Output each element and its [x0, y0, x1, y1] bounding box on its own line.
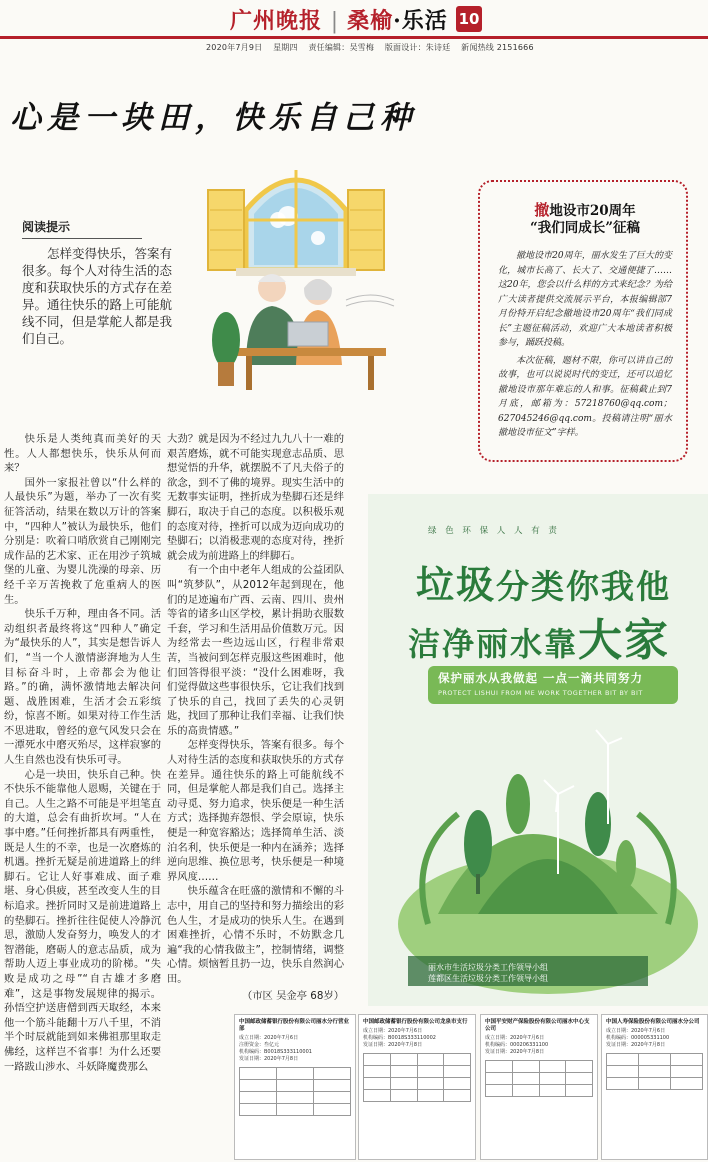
reading-tip-box	[22, 218, 172, 347]
notice-line: 机构编码：B0018S333110002	[363, 1035, 436, 1041]
notice-line: 成立日期：2020年7月6日	[363, 1028, 423, 1034]
article-column-1	[4, 432, 161, 1160]
newspaper-brand: 广州晚报 | 桑榆·乐活	[230, 8, 448, 34]
notice-paragraph-2: 本次征稿，题材不限，你可以讲自己的故事，也可以说说时代的变迁，还可以追忆撤地设市那年难忘的人和事。征稿截止到7月底，邮箱为：57218760@qq.com；627045246@qq.com。投稿请注明“丽水撤地设市征文”字样。	[498, 355, 672, 438]
section-name-2: ·乐活	[393, 8, 448, 34]
notice-table	[606, 1053, 703, 1090]
designer-credit: 版面设计：朱诗廷	[384, 43, 451, 52]
notice-title-highlight: 撤	[534, 201, 550, 219]
notice-line: 发证日期：2020年7月8日	[485, 1049, 545, 1055]
ad-title-line1-big: 垃圾	[416, 562, 497, 607]
garbage-sorting-ad	[368, 494, 708, 1006]
notice-line: 发证日期：2020年7月8日	[239, 1056, 299, 1062]
illustration-svg	[196, 150, 396, 390]
article-paragraph: 快乐是人类纯真而美好的天性。人人都想快乐，快乐从何而来？	[4, 433, 161, 475]
ad-title-line2-big: 大家	[578, 615, 671, 666]
article-paragraph: 心是一块田，快乐自己种。快不快乐不能靠他人恩赐，关键在于自己。人生之路不可能是平坦笔直的大道，总会有曲折坎坷。“人在事中磨。”任何挫折都具有两重性，既是人生的不幸，也是一次磨炼的机遇。挫折无疑是前进道路上的绊脚石。它让人好事难成、面子难堪、身心俱疲，甚至改变人生的目标追求。挫折同时又是前进道路上的垫脚石。挫折往往促使人冷静沉思，激励人发奋努力，唤发人的才智潜能，磨砺人的意志品质，成为帮助人迈上事业成功的阶梯。“失败是成功之母”“自古雄才多磨难”，这是事物发展规律的揭示。孙悟空护送唐僧到西天取经，本来他一个筋斗能翻十万八千里，不消半个时辰就能到如来佛祖那里取走佛经，这样岂不省事！为什么还要一路跋山涉水、斗妖降魔费那么	[4, 768, 161, 1073]
notice-table	[485, 1060, 593, 1097]
insurance-notice-1	[480, 1014, 598, 1160]
editor-credit: 责任编辑：吴雪梅	[308, 43, 375, 52]
reading-tip-text: 怎样变得快乐，答案有很多。每个人对待生活的态度和获取快乐的方式存在差异。通往快乐的路上可能航线不同，但是掌舵人都是我们自己。	[22, 246, 173, 346]
notice-title-line1: 地设市20周年	[549, 203, 636, 219]
notice-line: 发证日期：2020年7月8日	[363, 1042, 423, 1048]
notice-line: 发证日期：2020年7月8日	[606, 1042, 666, 1048]
notice-line: 成立日期：2020年7月6日	[606, 1028, 666, 1034]
brand-name: 广州晚报	[230, 8, 323, 34]
ad-top-slogan: 绿 色 环 保 人 人 有 责	[428, 526, 560, 536]
page-number-badge: 10	[456, 6, 482, 32]
reading-tip-label: 阅读提示	[22, 218, 142, 239]
masthead-bar	[0, 0, 708, 40]
ad-sponsor-credit	[428, 962, 548, 984]
article-byline: （市区 吴金亭 68岁）	[241, 989, 344, 1002]
issue-weekday: 星期四	[273, 43, 298, 52]
issue-date: 2020年7月9日	[206, 43, 263, 52]
notice-paragraph-1: 撤地设市20周年，丽水发生了巨大的变化，城市长高了、长大了、交通便捷了……这20年，您会以什么样的方式来纪念？为给广大读者提供交流展示平台，本报编辑部7月份特开启纪念撤地设市20周年“我们同成长”主题征稿活动，欢迎广大本地读者积极参与，踊跃投稿。	[498, 251, 672, 348]
masthead-divider	[0, 36, 708, 39]
article-paragraph: 国外一家报社曾以“什么样的人最快乐”为题，举办了一次有奖征答活动，结果在数以万计的答案中，“四种人”被认为最快乐，他们分别是：吹着口哨欣赏自己刚刚完成作品的艺术家、正在用沙子筑城堡的儿童、为婴儿洗澡的母亲、历经千辛万苦挽救了危重病人的医生。	[4, 476, 161, 606]
notice-heading: 中国邮政储蓄银行股份有限公司龙泉市支行	[363, 1019, 468, 1025]
article-paragraph: 怎样变得快乐，答案有很多。每个人对待生活的态度和获取快乐的方式存在差异。通往快乐的路上可能航线不同，但是掌舵人都是我们自己。选择主动寻觅、努力追求，快乐便是一种生活方式；选择抛弃怨恨、学会原谅，快乐便是一种宽容豁达；选择简单生活、淡泊名利，快乐便是一种内在涵养；选择逆向思维、换位思考，快乐便是一种境界风度……	[167, 739, 344, 883]
article-paragraph: 大劲？就是因为不经过九九八十一难的艰苦磨炼，就不可能实现意志品质、思想觉悟的升华，就摆脱不了凡夫俗子的欲念，到不了佛的境界。现实生活中的无数事实证明，挫折成为垫脚石还是绊脚石，取决于自己的态度。以积极乐观的态度对待，挫折可以成为迈向成功的垫脚石；以消极悲观的态度对待，挫折就会成为前进路上的绊脚石。	[167, 433, 344, 562]
notice-table	[239, 1067, 351, 1116]
ad-title-line1-rest: 分类你我他	[496, 567, 672, 606]
section-name: 桑榆	[347, 8, 394, 34]
bank-notice-2	[358, 1014, 476, 1160]
ad-title-line2	[408, 604, 670, 668]
notice-line: 成立日期：2020年7月6日	[485, 1035, 545, 1041]
notice-line: 成立日期：2020年7月6日	[239, 1035, 299, 1041]
ad-sponsor-1: 丽水市生活垃圾分类工作领导小组	[428, 963, 548, 972]
ad-slogan-banner	[428, 666, 678, 704]
article-paragraph: 快乐千万种，理由各不同。活动组织者最终将这“四种人”确定为“最快乐的人”，其实是想告诉人们，“当一个人激情澎湃地为人生目标奋斗时，上帝都会为他让路。”的确，满怀激情地去解决问题、战胜困难，生活才会五彩缤纷，惊喜不断。如果对待工作生活不思进取，曾经的意气风发只会在一潭死水中磨灭殆尽，这样寂寥的人生自然也没有快乐可寻。	[4, 608, 161, 767]
notice-heading: 中国人寿保险股份有限公司丽水分公司	[606, 1019, 700, 1025]
ad-banner-english: PROTECT LISHUI FROM ME WORK TOGETHER BIT BY BIT	[438, 689, 643, 697]
ad-title-line2-rest: 洁净丽水靠	[408, 625, 579, 663]
article-paragraph: 有一个由中老年人组成的公益团队叫“筑梦队”，从2012年起到现在，他们的足迹遍布广西、云南、四川、贵州等省的诸多山区学校，累计捐助衣服数千套，学习和生活用品价值数万元。因为经常去一些边远山区，行程非常艰苦，当被问到怎样克服这些困难时，他们回答得很平淡：“没什么困难呀，我们觉得做这些事很快乐，它让我们找到了快乐的自己，找回了丢失的心灵钥匙，找回了那种让我们幸福、让我们快乐的高贵情感。”	[167, 564, 344, 737]
notice-title	[498, 202, 672, 237]
masthead	[0, 0, 708, 52]
notice-table	[363, 1053, 471, 1102]
ad-sponsor-2: 莲都区生活垃圾分类工作领导小组	[428, 974, 548, 983]
ad-title-line1	[416, 554, 671, 609]
article-paragraph: 快乐蕴含在旺盛的激情和不懈的斗志中，用自己的坚持和努力描绘出的彩色人生，才是成功的快乐人生。在遇到困难挫折，心情不乐时，不妨默念几遍“我的心情我做主”，控制情绪，调整心情。烦恼暂且扔一边，快乐自然润心田。	[167, 885, 344, 985]
couple-window-illustration	[196, 150, 396, 390]
article-headline: 心是一块田，快乐自己种	[10, 100, 417, 136]
bank-notice-1	[234, 1014, 356, 1160]
notice-line: 注册资金：叁亿元	[239, 1042, 280, 1048]
notice-line: 机构编码：000005331100	[606, 1035, 670, 1041]
notice-heading: 中国邮政储蓄银行股份有限公司丽水分行营业部	[239, 1019, 350, 1032]
insurance-notice-2	[601, 1014, 708, 1160]
news-hotline: 新闻热线 2151666	[461, 43, 534, 52]
issue-meta	[206, 42, 542, 53]
call-for-submissions-box	[478, 180, 688, 462]
notice-line: 机构编码：B0018S333110001	[239, 1049, 312, 1055]
notice-line: 机构编码：000206331100	[485, 1042, 549, 1048]
notice-title-line2: “我们同成长”征稿	[529, 220, 641, 236]
ad-banner-chinese: 保护丽水从我做起 一点一滴共同努力	[438, 671, 644, 685]
notice-heading: 中国平安财产保险股份有限公司丽水中心支公司	[485, 1019, 590, 1032]
